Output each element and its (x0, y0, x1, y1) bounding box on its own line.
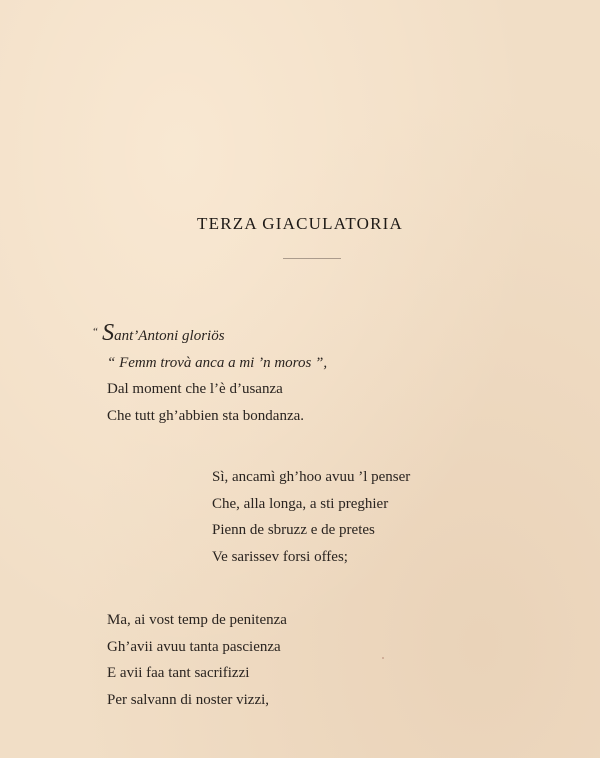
stanza-2-line-1: Sì, ancamì gh’hoo avuu ’l penser (212, 469, 411, 485)
title-divider (283, 258, 341, 259)
stanza-3-line-1: Ma, ai vost temp de penitenza (107, 612, 287, 628)
stanza-2-line-3: Pienn de sbruzz e de pretes (212, 522, 375, 538)
stanza-1-line-2: “ Femm trovà anca a mi ’n moros ”, (107, 354, 328, 371)
drop-cap: S (102, 320, 115, 346)
stanza-2-line-4: Ve sarissev forsi offes; (212, 548, 348, 565)
stanza-1-line-3: Dal moment che l’è d’usanza (107, 381, 283, 397)
stanza-1-line-1-text: ant’Antoni gloriös (114, 328, 225, 344)
opening-quote: “ (92, 326, 99, 338)
stanza-3-line-4: Per salvann di noster vizzi, (107, 691, 270, 708)
stanza-3-line-2: Gh’avii avuu tanta pascienza (107, 638, 281, 655)
stanza-3 (107, 607, 287, 713)
stanza-2-line-2: Che, alla longa, a sti preghier (212, 495, 389, 512)
stanza-1 (92, 319, 327, 429)
poem-title: TERZA GIACULATORIA (197, 214, 403, 233)
stanza-3-line-3: E avii faa tant sacrifizzi (107, 665, 250, 681)
stanza-2 (212, 464, 410, 570)
paper-speck (382, 657, 384, 659)
stanza-1-line-4: Che tutt gh’abbien sta bondanza. (107, 407, 305, 424)
stanza-1-line-1 (92, 319, 327, 350)
